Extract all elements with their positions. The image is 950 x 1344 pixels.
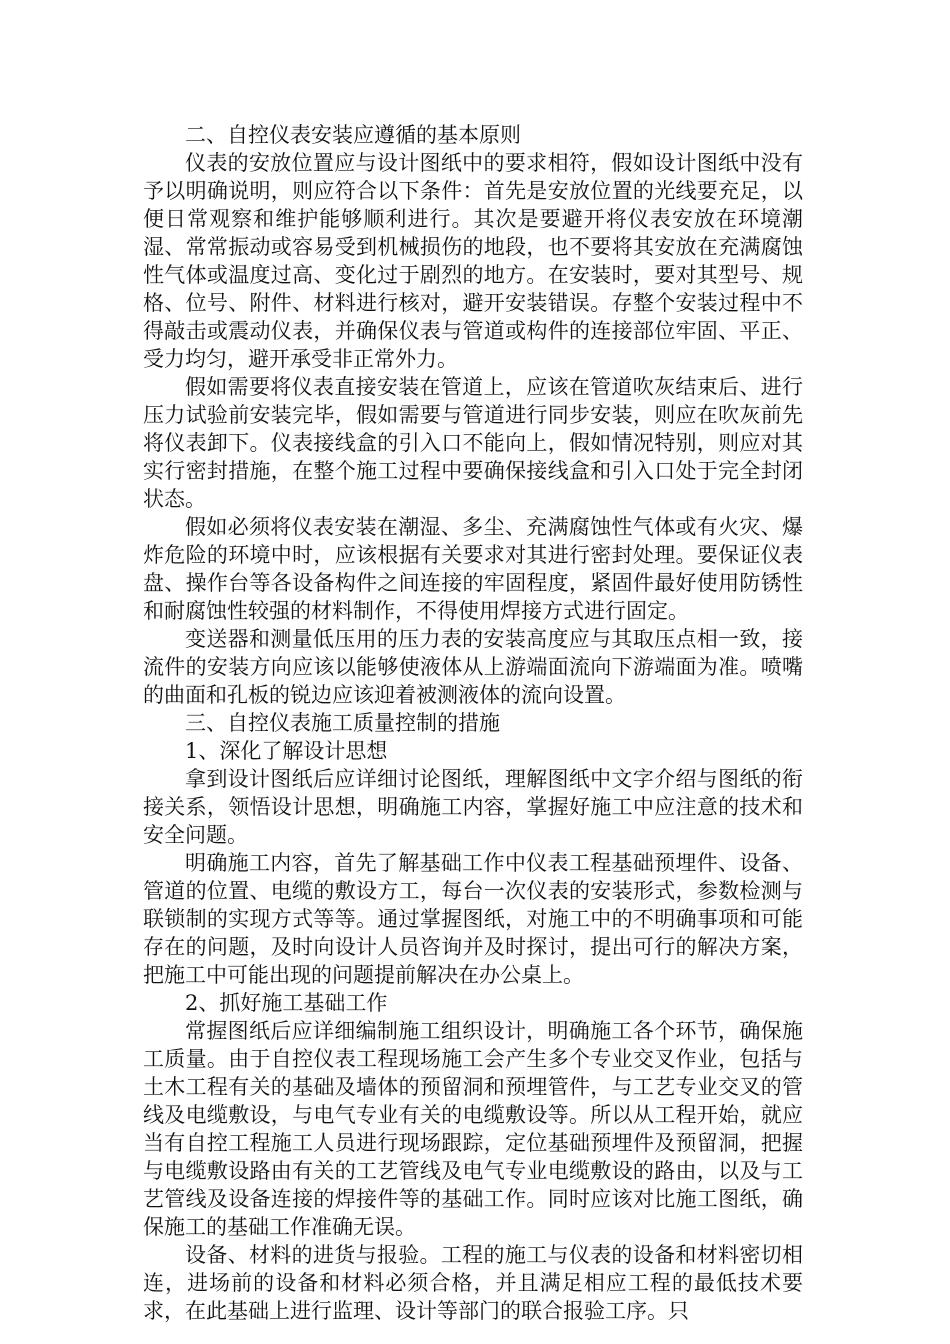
paragraph-construction-content: 明确施工内容，首先了解基础工作中仪表工程基础预埋件、设备、管道的位置、电缆的敷设方工，每台一次仪表的安装形式，参数检测与联锁制的实现方式等等。通过掌握图纸，对施工中的不明确事项和可能存在的问题，及时向设计人员咨询并及时探讨，提出可行的解决方案，把施工中可能出现的问题提前解决在办公桌上。: [143, 851, 803, 987]
paragraph-transmitter: 变送器和测量低压用的压力表的安装高度应与其取压点相一致，接流件的安装方向应该以能够使液体从上游端面流向下游端面为准。喷嘴的曲面和孔板的锐边应该迎着被测液体的流向设置。: [143, 627, 803, 707]
subsection-heading-foundation: 2、抓好施工基础工作: [185, 991, 388, 1015]
paragraph-harsh-environment: 假如必须将仪表安装在潮湿、多尘、充满腐蚀性气体或有火灾、爆炸危险的环境中时，应该根据有关要求对其进行密封处理。要保证仪表盘、操作台等各设备构件之间连接的牢固程度，紧固件最好使用防锈性和耐腐蚀性较强的材料制作，不得使用焊接方式进行固定。: [143, 515, 803, 623]
section-heading-principles: 二、自控仪表安装应遵循的基本原则: [185, 123, 521, 147]
paragraph-organization-design: 常握图纸后应详细编制施工组织设计，明确施工各个环节，确保施工质量。由于自控仪表工程现场施工会产生多个专业交叉作业，包括与土木工程有关的基础及墙体的预留洞和预埋管件，与工艺专业交叉的管线及电缆敷设，与电气专业有关的电缆敷设等。所以从工程开始，就应当有自控工程施工人员进行现场跟踪，定位基础预埋件及预留洞，把握与电缆敷设路由有关的工艺管线及电气专业电缆敷设的路由，以及与工艺管线及设备连接的焊接件等的基础工作。同时应该对比施工图纸，确保施工的基础工作准确无误。: [143, 1019, 803, 1239]
paragraph-placement: 仪表的安放位置应与设计图纸中的要求相符，假如设计图纸中没有予以明确说明，则应符合以下条件：首先是安放位置的光线要充足，以便日常观察和维护能够顺利进行。其次是要避开将仪表安放在环境潮湿、常常振动或容易受到机械损伤的地段，也不要将其安放在充满腐蚀性气体或温度过高、变化过于剧烈的地方。在安装时，要对其型号、规格、位号、附件、材料进行核对，避开安装错误。存整个安装过程中不得敲击或震动仪表，并确保仪表与管道或构件的连接部位牢固、平正、受力均匀，避开承受非正常外力。: [143, 151, 803, 371]
subsection-heading-design: 1、深化了解设计思想: [185, 739, 388, 763]
section-heading-quality-control: 三、自控仪表施工质量控制的措施: [185, 711, 500, 735]
document-page: [143, 121, 803, 1325]
paragraph-drawings: 拿到设计图纸后应详细讨论图纸，理解图纸中文字介绍与图纸的衔接关系，领悟设计思想，明确施工内容，掌握好施工中应注意的技术和安全问题。: [143, 767, 803, 847]
paragraph-materials-inspection: 设备、材料的进货与报验。工程的施工与仪表的设备和材料密切相连，进场前的设备和材料必须合格，并且满足相应工程的最低技术要求，在此基础上进行监理、设计等部门的联合报验工序。只: [143, 1243, 803, 1323]
paragraph-pipeline-install: 假如需要将仪表直接安装在管道上，应该在管道吹灰结束后、进行压力试验前安装完毕，假如需要与管道进行同步安装，则应在吹灰前先将仪表卸下。仪表接线盒的引入口不能向上，假如情况特别，则应对其实行密封措施，在整个施工过程中要确保接线盒和引入口处于完全封闭状态。: [143, 375, 803, 511]
